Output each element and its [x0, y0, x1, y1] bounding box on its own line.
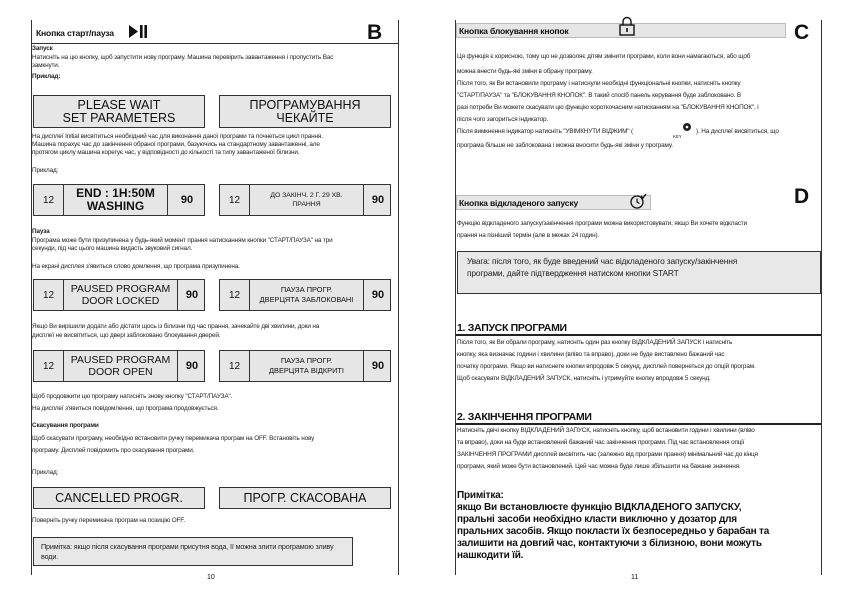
page-border-right: [821, 20, 822, 575]
example-label: Приклад:: [32, 73, 61, 80]
paragraph-line: Ця функція є корисною, тому що не дозволяє дітям змінити програми, коли вони намагаються, або щоб: [457, 53, 751, 60]
display-cell-temp: 12: [220, 185, 250, 215]
clock-check-icon: [629, 193, 647, 210]
paragraph-line: початку програми. Якщо ви натиснете кнопки впродовж 5 секунд, дисплей повернеться до опцій програм.: [457, 363, 756, 370]
heading-start-program: 1. ЗАПУСК ПРОГРАМИ: [457, 322, 567, 334]
warning-line: якщо Ви встановлюєте функцію ВІДКЛАДЕНОГО ЗАПУСКУ,: [457, 502, 742, 513]
display-cell-speed: 90: [185, 289, 199, 301]
section-title: Кнопка відкладеного запуску: [459, 198, 579, 208]
start-text-line: замкнути.: [32, 62, 60, 69]
display-cancelled-ua: ПРОГР. СКАСОВАНА: [219, 487, 391, 509]
display-cell-speed: 90: [371, 194, 385, 206]
pause-heading: Пауза: [32, 228, 50, 235]
warning-line: пральні засоби необхідно класти виключно у дозатор для: [457, 514, 737, 525]
paragraph-line: дисплеї не висвітиться, що двері заблоковано блокування дверей.: [32, 332, 221, 339]
display-cell-speed: 90: [185, 360, 199, 372]
paragraph-line: Після того, як Ви обрали програму, натисніть один раз кнопку ВІДКЛАДЕНИЙ ЗАПУСК і натисніть: [457, 339, 733, 346]
play-pause-icon: [128, 24, 148, 39]
paragraph-line: разі потреби Ви можете скасувати цю функцію короткочасним натисканням на "БЛОКУВАННЯ КНОПОК", і: [457, 104, 759, 111]
display-row-paused-en: [33, 279, 205, 311]
heading-rule: [456, 334, 821, 336]
paragraph-line: ). На дисплеї висвітиться, що: [696, 128, 779, 135]
display-please-wait: PLEASE WAIT SET PARAMETERS: [33, 95, 205, 128]
display-cell-speed: 90: [180, 194, 194, 206]
paragraph-line: Натисніть двічі кнопку ВІДКЛАДЕНИЙ ЗАПУСК, натисніть кнопку, щоб встановити години і хвилини (вліво: [457, 427, 755, 434]
display-cell-temp: 12: [34, 185, 64, 215]
warning-line: пральних засобів. Якщо покласти їх безпосередньо у барабан та: [457, 526, 770, 537]
note-box: [33, 537, 353, 566]
page-number: 10: [207, 574, 215, 581]
paragraph-line: На дисплеї з'явиться повідомлення, що програма продовжується.: [32, 405, 219, 412]
paragraph-line: Після вимкнення індикатор натисніть "УВІМКНУТИ ВІДЖИМ" (: [457, 128, 633, 135]
paragraph-line: Якщо Ви вирішили додати або дістати щось із білизни під час прання, зачекайте дві хвилини, доки на: [32, 323, 320, 330]
paragraph-line: Поверніть ручку перемикача програм на позицію OFF.: [32, 517, 185, 524]
section-letter: B: [367, 21, 383, 44]
notice-text: Увага: після того, як буде введений час відкладеного запуску/закінчення програми, дайте підтвердження натиском кнопки START: [467, 256, 738, 278]
display-cell-temp: 12: [220, 280, 250, 310]
notice-box: [457, 251, 821, 294]
page-border-left: [31, 20, 32, 575]
paragraph-line: Щоб скасувати ВІДКЛАДЕНИЙ ЗАПУСК, натисніть і утримуйте кнопку впродовж 5 секунд.: [457, 375, 711, 382]
section-letter: C: [794, 21, 810, 44]
section-title: Кнопка блокування кнопок: [459, 26, 569, 36]
display-cell-status: ДО ЗАКІНЧ. 2 Г. 29 ХВ. ПРАННЯ: [250, 185, 364, 215]
display-cell-status: END : 1H:50M WASHING: [64, 185, 168, 215]
section-letter: D: [794, 185, 810, 208]
cancel-heading: Скасування програми: [32, 422, 99, 429]
display-cell-speed: 90: [371, 289, 385, 301]
manual-page-right: [421, 0, 842, 595]
paragraph-line: "СТАРТ/ПАУЗА" та "БЛОКУВАННЯ КНОПОК". В такий спосіб панель керування буде заблоковано. В: [457, 92, 741, 99]
display-row-washing-en: [33, 184, 205, 216]
paragraph-line: програму. Дисплей повідомить про скасування програми.: [32, 447, 195, 454]
paragraph-line: секунди, під час цього машина видасть звуковий сигнал.: [32, 245, 193, 252]
note-text: Примітка: якщо після скасування програми присутня вода, її можна злити програмою зливу води.: [41, 542, 334, 561]
paragraph-line: Після того, як Ви встановили програму і натиснули необхідні функціональні кнопки, натисніть кнопку: [457, 80, 741, 87]
display-row-open-en: [33, 350, 205, 382]
heading-end-program: 2. ЗАКІНЧЕННЯ ПРОГРАМИ: [457, 411, 592, 423]
paragraph-line: На дисплеї Initial висвітиться необхідний час для виконання даної програми та почнеться цикл прання.: [32, 133, 323, 140]
page-number: 11: [631, 574, 639, 581]
warning-line: нашкодити їй.: [457, 550, 524, 561]
warning-line: залишити на довгий час, контактуючи з білизною, вони можуть: [457, 538, 762, 549]
paragraph-line: програма більше не заблокована і можна вносити будь-які зміни у програму.: [457, 142, 673, 149]
paragraph-line: Програма може бути призупинена у будь-який момент прання натисканням кнопки "СТАРТ/ПАУЗА" на три: [32, 237, 333, 244]
display-row-washing-ua: [219, 184, 391, 216]
display-programming-wait: ПРОГРАМУВАННЯ ЧЕКАЙТЕ: [219, 95, 391, 128]
paragraph-line: прання на пізніший термін (але в межах 24 годин).: [457, 232, 600, 239]
page-border-left: [455, 20, 456, 575]
start-text-line: Натисніть на цю кнопку, щоб запустити нову програму. Машина перевірить завантаження і пропустить Вас: [32, 54, 334, 61]
example-label: Приклад:: [32, 469, 59, 476]
section-title: Кнопка старт/пауза: [36, 28, 114, 38]
page-border-right: [398, 20, 399, 575]
display-cell-status: PAUSED PROGRAM DOOR OPEN: [64, 351, 178, 381]
start-heading: Запуск: [32, 45, 53, 52]
paragraph-line: Щоб скасувати програму, необхідно встановити ручку перемикача програм на OFF. Встановіть нову: [32, 435, 315, 442]
display-cancelled-en: CANCELLED PROGR.: [33, 487, 205, 509]
paragraph-line: Функцію відкладеного запуску/закінчення програми можна використовувати, якщо Ви хочете відкласти: [457, 220, 747, 227]
padlock-icon: [618, 16, 636, 36]
display-row-paused-ua: [219, 279, 391, 311]
paragraph-line: На екрані дисплея з'явиться слово домлення, що програма призупинена.: [32, 263, 240, 270]
paragraph-line: Машина порахує час до закінчення обраної програми, базуючись на стандартному завантаженні, але: [32, 141, 320, 148]
warning-heading: Примітка:: [457, 490, 504, 501]
key-label: KEY: [673, 134, 682, 139]
paragraph-line: протягом циклу машина корегує час, у відповідності до кількості та типу завантаженої білизни.: [32, 149, 300, 156]
paragraph-line: Щоб продовжити цю програму натисніть знову кнопку "СТАРТ/ПАУЗА".: [32, 393, 233, 400]
display-cell-temp: 12: [34, 280, 64, 310]
display-cell-status: ПАУЗА ПРОГР. ДВЕРЦЯТА ЗАБЛОКОВАНІ: [250, 280, 364, 310]
display-row-open-ua: [219, 350, 391, 382]
paragraph-line: програми, який може бути встановлений. Цей час можна буде лише збільшити на бажане значення.: [457, 463, 741, 470]
display-cell-status: ПАУЗА ПРОГР. ДВЕРЦЯТА ВІДКРИТІ: [250, 351, 364, 381]
display-cell-temp: 12: [34, 351, 64, 381]
title-underline: [31, 43, 398, 44]
example-label: Приклад:: [32, 167, 59, 174]
display-cell-status: PAUSED PROGRAM DOOR LOCKED: [64, 280, 178, 310]
paragraph-line: можна внести будь-які зміни в обрану програму.: [457, 68, 593, 75]
heading-rule: [456, 423, 821, 425]
paragraph-line: та вправо), доки на буде встановлений бажаний час закінчення програми. Під час встановлення опції: [457, 439, 745, 446]
display-cell-speed: 90: [371, 360, 385, 372]
paragraph-line: кнопку, яка визначає години і хвилини (вліво та вправо), доки не буде виставлено бажаний час: [457, 351, 725, 358]
paragraph-line: ЗАКІНЧЕННЯ ПРОГРАМИ дисплей висвітить час (залежно від програми прання) мінімальний час до кінця: [457, 451, 758, 458]
paragraph-line: після чого загориться індикатор.: [457, 116, 549, 123]
display-cell-temp: 12: [220, 351, 250, 381]
